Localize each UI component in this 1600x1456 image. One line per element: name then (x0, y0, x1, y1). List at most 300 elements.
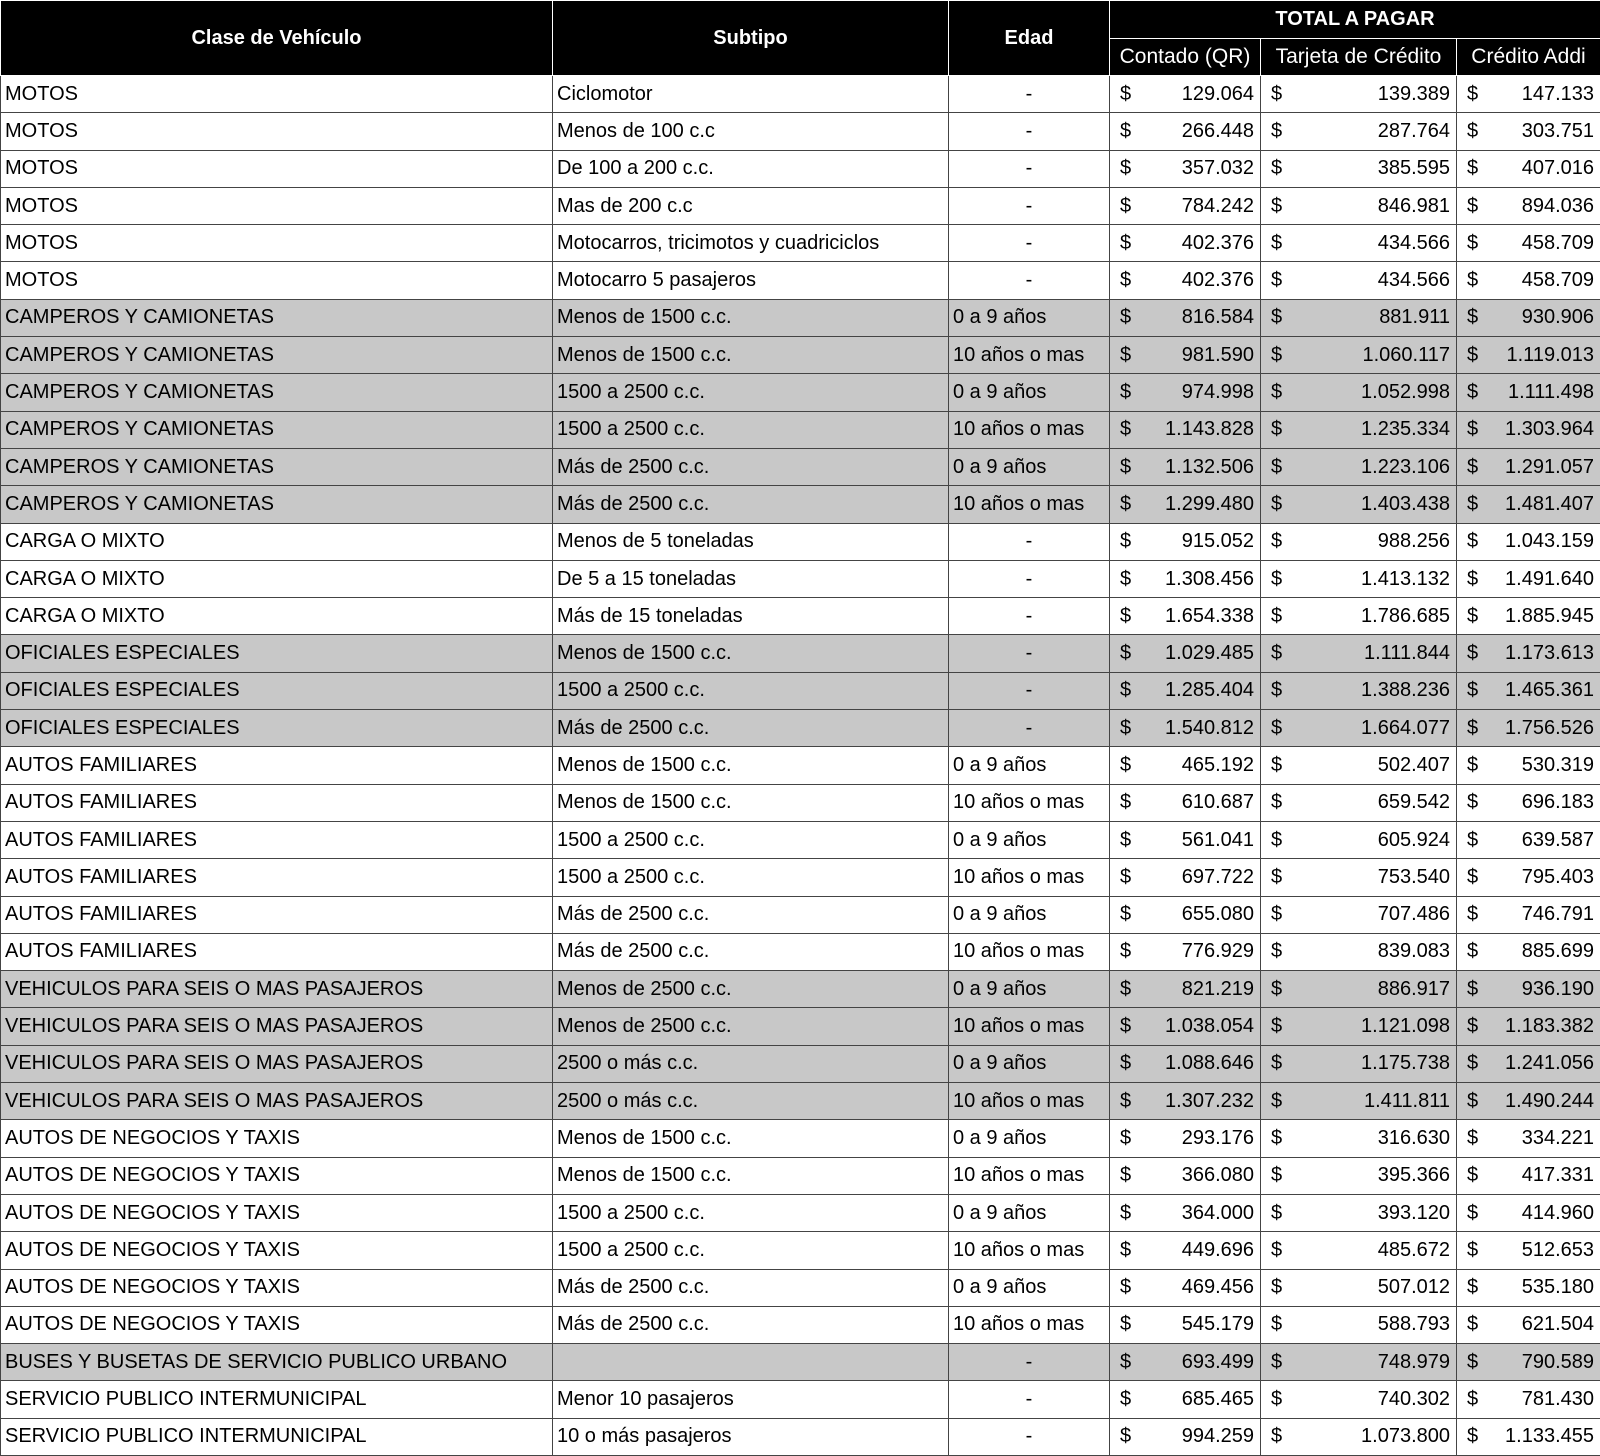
currency-symbol: $ (1271, 1238, 1283, 1261)
currency-symbol: $ (1271, 1388, 1283, 1411)
cell-clase: MOTOS (1, 150, 553, 187)
currency-symbol: $ (1467, 604, 1479, 627)
cell-addi (1457, 1008, 1600, 1045)
cell-edad: 0 a 9 años (949, 896, 1110, 933)
currency-symbol: $ (1271, 604, 1283, 627)
cell-clase: VEHICULOS PARA SEIS O MAS PASAJEROS (1, 1008, 553, 1045)
currency-symbol: $ (1467, 1015, 1479, 1038)
cell-subtipo: Menos de 1500 c.c. (553, 299, 949, 336)
currency-symbol: $ (1271, 418, 1283, 441)
cell-subtipo: 1500 a 2500 c.c. (553, 1194, 949, 1231)
currency-symbol: $ (1467, 1052, 1479, 1075)
cell-contado (1110, 896, 1261, 933)
cell-subtipo: Menos de 100 c.c (553, 113, 949, 150)
cell-clase: MOTOS (1, 113, 553, 150)
amount-value: 129.064 (1181, 82, 1254, 105)
cell-edad: - (949, 710, 1110, 747)
currency-symbol: $ (1467, 157, 1479, 180)
amount-value: 507.012 (1377, 1276, 1450, 1299)
currency-symbol: $ (1120, 306, 1132, 329)
amount-value: 1.413.132 (1361, 567, 1450, 590)
cell-clase: AUTOS FAMILIARES (1, 933, 553, 970)
cell-tarjeta (1261, 747, 1457, 784)
cell-tarjeta (1261, 374, 1457, 411)
currency-symbol: $ (1120, 642, 1132, 665)
table-row (1, 374, 1600, 411)
cell-edad: 0 a 9 años (949, 1269, 1110, 1306)
cell-addi (1457, 1381, 1600, 1418)
cell-subtipo: 1500 a 2500 c.c. (553, 374, 949, 411)
table-header (1, 1, 1600, 76)
table-row (1, 411, 1600, 448)
cell-contado (1110, 710, 1261, 747)
table-row (1, 784, 1600, 821)
cell-tarjeta (1261, 560, 1457, 597)
currency-symbol: $ (1120, 977, 1132, 1000)
cell-edad: 10 años o mas (949, 337, 1110, 374)
cell-subtipo: 10 o más pasajeros (553, 1418, 949, 1455)
cell-subtipo: 2500 o más c.c. (553, 1045, 949, 1082)
cell-tarjeta (1261, 337, 1457, 374)
amount-value: 469.456 (1181, 1276, 1254, 1299)
table-row (1, 76, 1600, 113)
currency-symbol: $ (1120, 1313, 1132, 1336)
currency-symbol: $ (1467, 1164, 1479, 1187)
cell-subtipo: Más de 2500 c.c. (553, 896, 949, 933)
currency-symbol: $ (1467, 753, 1479, 776)
cell-addi (1457, 411, 1600, 448)
currency-symbol: $ (1120, 1425, 1132, 1448)
cell-subtipo: 2500 o más c.c. (553, 1083, 949, 1120)
cell-subtipo: De 5 a 15 toneladas (553, 560, 949, 597)
currency-symbol: $ (1467, 269, 1479, 292)
amount-value: 1.111.498 (1507, 381, 1594, 404)
amount-value: 753.540 (1377, 865, 1450, 888)
cell-tarjeta (1261, 1381, 1457, 1418)
cell-clase: BUSES Y BUSETAS DE SERVICIO PUBLICO URBANO (1, 1344, 553, 1381)
currency-symbol: $ (1120, 791, 1132, 814)
cell-contado (1110, 1045, 1261, 1082)
amount-value: 1.885.945 (1505, 604, 1594, 627)
currency-symbol: $ (1120, 865, 1132, 888)
amount-value: 1.121.098 (1361, 1015, 1450, 1038)
cell-tarjeta (1261, 150, 1457, 187)
cell-edad: 10 años o mas (949, 1232, 1110, 1269)
cell-contado (1110, 1232, 1261, 1269)
currency-symbol: $ (1467, 865, 1479, 888)
cell-contado (1110, 1269, 1261, 1306)
table-row (1, 1269, 1600, 1306)
currency-symbol: $ (1467, 306, 1479, 329)
currency-symbol: $ (1467, 1238, 1479, 1261)
cell-clase: OFICIALES ESPECIALES (1, 635, 553, 672)
currency-symbol: $ (1271, 1350, 1283, 1373)
cell-edad: - (949, 560, 1110, 597)
cell-clase: MOTOS (1, 187, 553, 224)
cell-edad: - (949, 225, 1110, 262)
cell-tarjeta (1261, 1194, 1457, 1231)
cell-clase: CARGA O MIXTO (1, 598, 553, 635)
header-tarjeta: Tarjeta de Crédito (1261, 39, 1457, 76)
cell-clase: OFICIALES ESPECIALES (1, 710, 553, 747)
cell-edad: 10 años o mas (949, 1083, 1110, 1120)
currency-symbol: $ (1271, 82, 1283, 105)
cell-clase: VEHICULOS PARA SEIS O MAS PASAJEROS (1, 1045, 553, 1082)
amount-value: 407.016 (1521, 157, 1594, 180)
cell-contado (1110, 337, 1261, 374)
cell-addi (1457, 486, 1600, 523)
table-row (1, 933, 1600, 970)
amount-value: 1.654.338 (1165, 604, 1254, 627)
cell-clase: AUTOS DE NEGOCIOS Y TAXIS (1, 1232, 553, 1269)
cell-edad: 0 a 9 años (949, 1194, 1110, 1231)
currency-symbol: $ (1120, 1350, 1132, 1373)
header-subtipo: Subtipo (553, 1, 949, 76)
cell-clase: CARGA O MIXTO (1, 523, 553, 560)
amount-value: 784.242 (1181, 194, 1254, 217)
currency-symbol: $ (1120, 1126, 1132, 1149)
currency-symbol: $ (1120, 1089, 1132, 1112)
currency-symbol: $ (1467, 679, 1479, 702)
currency-symbol: $ (1271, 194, 1283, 217)
amount-value: 974.998 (1181, 381, 1254, 404)
cell-clase: OFICIALES ESPECIALES (1, 672, 553, 709)
cell-contado (1110, 672, 1261, 709)
amount-value: 894.036 (1521, 194, 1594, 217)
cell-addi (1457, 225, 1600, 262)
currency-symbol: $ (1467, 492, 1479, 515)
cell-edad: - (949, 1418, 1110, 1455)
table-row (1, 1083, 1600, 1120)
cell-tarjeta (1261, 1306, 1457, 1343)
cell-addi (1457, 672, 1600, 709)
cell-subtipo: Más de 2500 c.c. (553, 1269, 949, 1306)
currency-symbol: $ (1271, 1276, 1283, 1299)
cell-clase: AUTOS FAMILIARES (1, 859, 553, 896)
table-row (1, 710, 1600, 747)
cell-addi (1457, 150, 1600, 187)
amount-value: 402.376 (1181, 231, 1254, 254)
amount-value: 1.119.013 (1506, 343, 1594, 366)
cell-tarjeta (1261, 523, 1457, 560)
cell-edad: 0 a 9 años (949, 821, 1110, 858)
table-body (1, 76, 1600, 1456)
currency-symbol: $ (1271, 903, 1283, 926)
amount-value: 393.120 (1377, 1201, 1450, 1224)
header-edad: Edad (949, 1, 1110, 76)
amount-value: 334.221 (1521, 1126, 1594, 1149)
amount-value: 512.653 (1521, 1238, 1594, 1261)
cell-edad: - (949, 76, 1110, 113)
table-row (1, 971, 1600, 1008)
cell-addi (1457, 1157, 1600, 1194)
currency-symbol: $ (1120, 567, 1132, 590)
currency-symbol: $ (1120, 753, 1132, 776)
cell-contado (1110, 747, 1261, 784)
cell-clase: CAMPEROS Y CAMIONETAS (1, 374, 553, 411)
cell-tarjeta (1261, 1344, 1457, 1381)
amount-value: 1.540.812 (1165, 716, 1254, 739)
amount-value: 994.259 (1181, 1425, 1254, 1448)
amount-value: 434.566 (1377, 231, 1450, 254)
table-row (1, 1381, 1600, 1418)
cell-tarjeta (1261, 187, 1457, 224)
amount-value: 561.041 (1181, 828, 1254, 851)
cell-contado (1110, 598, 1261, 635)
amount-value: 707.486 (1377, 903, 1450, 926)
table-row (1, 1045, 1600, 1082)
amount-value: 1.183.382 (1505, 1015, 1594, 1038)
cell-clase: AUTOS FAMILIARES (1, 784, 553, 821)
currency-symbol: $ (1271, 1164, 1283, 1187)
amount-value: 795.403 (1521, 865, 1594, 888)
currency-symbol: $ (1120, 418, 1132, 441)
amount-value: 693.499 (1181, 1350, 1254, 1373)
cell-clase: AUTOS FAMILIARES (1, 821, 553, 858)
currency-symbol: $ (1120, 828, 1132, 851)
currency-symbol: $ (1120, 679, 1132, 702)
amount-value: 886.917 (1377, 977, 1450, 1000)
amount-value: 885.699 (1521, 940, 1594, 963)
amount-value: 610.687 (1181, 791, 1254, 814)
cell-addi (1457, 1083, 1600, 1120)
cell-contado (1110, 448, 1261, 485)
currency-symbol: $ (1467, 1089, 1479, 1112)
amount-value: 545.179 (1181, 1313, 1254, 1336)
cell-addi (1457, 299, 1600, 336)
currency-symbol: $ (1271, 381, 1283, 404)
cell-clase: SERVICIO PUBLICO INTERMUNICIPAL (1, 1418, 553, 1455)
amount-value: 988.256 (1377, 530, 1450, 553)
cell-subtipo: Menos de 1500 c.c. (553, 337, 949, 374)
cell-addi (1457, 747, 1600, 784)
currency-symbol: $ (1120, 82, 1132, 105)
amount-value: 696.183 (1521, 791, 1594, 814)
table-row (1, 672, 1600, 709)
cell-addi (1457, 933, 1600, 970)
cell-addi (1457, 187, 1600, 224)
currency-symbol: $ (1271, 119, 1283, 142)
cell-edad: - (949, 262, 1110, 299)
cell-tarjeta (1261, 1083, 1457, 1120)
cell-subtipo: 1500 a 2500 c.c. (553, 411, 949, 448)
cell-subtipo: Más de 2500 c.c. (553, 486, 949, 523)
cell-contado (1110, 523, 1261, 560)
cell-edad: 0 a 9 años (949, 971, 1110, 1008)
cell-contado (1110, 1008, 1261, 1045)
cell-contado (1110, 411, 1261, 448)
cell-contado (1110, 486, 1261, 523)
currency-symbol: $ (1271, 1052, 1283, 1075)
cell-tarjeta (1261, 1157, 1457, 1194)
table-row (1, 1008, 1600, 1045)
amount-value: 147.133 (1521, 82, 1594, 105)
cell-contado (1110, 225, 1261, 262)
cell-clase: MOTOS (1, 76, 553, 113)
amount-value: 697.722 (1181, 865, 1254, 888)
cell-addi (1457, 448, 1600, 485)
currency-symbol: $ (1467, 903, 1479, 926)
currency-symbol: $ (1271, 977, 1283, 1000)
cell-edad: 10 años o mas (949, 1157, 1110, 1194)
cell-addi (1457, 113, 1600, 150)
cell-addi (1457, 523, 1600, 560)
cell-edad: 0 a 9 años (949, 448, 1110, 485)
amount-value: 1.303.964 (1505, 418, 1594, 441)
amount-value: 139.389 (1377, 82, 1450, 105)
cell-addi (1457, 374, 1600, 411)
amount-value: 685.465 (1181, 1388, 1254, 1411)
cell-edad: 10 años o mas (949, 859, 1110, 896)
amount-value: 748.979 (1377, 1350, 1450, 1373)
cell-contado (1110, 1306, 1261, 1343)
cell-addi (1457, 710, 1600, 747)
cell-tarjeta (1261, 896, 1457, 933)
currency-symbol: $ (1120, 903, 1132, 926)
amount-value: 790.589 (1521, 1350, 1594, 1373)
currency-symbol: $ (1467, 1276, 1479, 1299)
table-row (1, 448, 1600, 485)
amount-value: 1.403.438 (1361, 492, 1450, 515)
amount-value: 530.319 (1521, 753, 1594, 776)
cell-subtipo (553, 1344, 949, 1381)
currency-symbol: $ (1467, 1350, 1479, 1373)
cell-contado (1110, 859, 1261, 896)
currency-symbol: $ (1271, 231, 1283, 254)
cell-edad: - (949, 113, 1110, 150)
currency-symbol: $ (1271, 1425, 1283, 1448)
cell-tarjeta (1261, 486, 1457, 523)
currency-symbol: $ (1271, 1201, 1283, 1224)
cell-edad: - (949, 1344, 1110, 1381)
amount-value: 588.793 (1377, 1313, 1450, 1336)
table-row (1, 1344, 1600, 1381)
amount-value: 1.786.685 (1361, 604, 1450, 627)
currency-symbol: $ (1467, 977, 1479, 1000)
amount-value: 740.302 (1377, 1388, 1450, 1411)
amount-value: 655.080 (1181, 903, 1254, 926)
cell-contado (1110, 150, 1261, 187)
currency-symbol: $ (1120, 157, 1132, 180)
currency-symbol: $ (1120, 455, 1132, 478)
cell-clase: VEHICULOS PARA SEIS O MAS PASAJEROS (1, 971, 553, 1008)
amount-value: 316.630 (1377, 1126, 1450, 1149)
table-row (1, 187, 1600, 224)
amount-value: 303.751 (1521, 119, 1594, 142)
currency-symbol: $ (1271, 157, 1283, 180)
amount-value: 1.291.057 (1505, 455, 1594, 478)
currency-symbol: $ (1120, 1052, 1132, 1075)
cell-addi (1457, 1344, 1600, 1381)
currency-symbol: $ (1467, 82, 1479, 105)
cell-clase: CAMPEROS Y CAMIONETAS (1, 448, 553, 485)
currency-symbol: $ (1120, 604, 1132, 627)
amount-value: 357.032 (1181, 157, 1254, 180)
cell-edad: 10 años o mas (949, 933, 1110, 970)
cell-clase: AUTOS DE NEGOCIOS Y TAXIS (1, 1194, 553, 1231)
cell-tarjeta (1261, 1269, 1457, 1306)
cell-subtipo: 1500 a 2500 c.c. (553, 821, 949, 858)
cell-subtipo: Menos de 1500 c.c. (553, 747, 949, 784)
cell-tarjeta (1261, 1232, 1457, 1269)
cell-tarjeta (1261, 784, 1457, 821)
cell-addi (1457, 560, 1600, 597)
cell-edad: - (949, 1381, 1110, 1418)
currency-symbol: $ (1467, 567, 1479, 590)
amount-value: 846.981 (1377, 194, 1450, 217)
amount-value: 1.299.480 (1165, 492, 1254, 515)
table-row (1, 747, 1600, 784)
cell-clase: AUTOS FAMILIARES (1, 747, 553, 784)
cell-tarjeta (1261, 299, 1457, 336)
currency-symbol: $ (1271, 716, 1283, 739)
currency-symbol: $ (1467, 119, 1479, 142)
amount-value: 1.491.640 (1505, 567, 1594, 590)
cell-clase: VEHICULOS PARA SEIS O MAS PASAJEROS (1, 1083, 553, 1120)
amount-value: 1.756.526 (1505, 716, 1594, 739)
currency-symbol: $ (1467, 716, 1479, 739)
currency-symbol: $ (1120, 940, 1132, 963)
currency-symbol: $ (1271, 567, 1283, 590)
cell-addi (1457, 1120, 1600, 1157)
amount-value: 816.584 (1181, 306, 1254, 329)
currency-symbol: $ (1120, 1201, 1132, 1224)
amount-value: 417.331 (1521, 1164, 1594, 1187)
table-row (1, 1157, 1600, 1194)
cell-tarjeta (1261, 76, 1457, 113)
currency-symbol: $ (1467, 642, 1479, 665)
amount-value: 1.308.456 (1165, 567, 1254, 590)
cell-contado (1110, 1418, 1261, 1455)
amount-value: 1.388.236 (1361, 679, 1450, 702)
cell-contado (1110, 1120, 1261, 1157)
cell-contado (1110, 76, 1261, 113)
cell-tarjeta (1261, 1008, 1457, 1045)
currency-symbol: $ (1467, 455, 1479, 478)
cell-subtipo: Menos de 1500 c.c. (553, 784, 949, 821)
currency-symbol: $ (1120, 381, 1132, 404)
amount-value: 1.088.646 (1165, 1052, 1254, 1075)
cell-contado (1110, 933, 1261, 970)
currency-symbol: $ (1271, 791, 1283, 814)
currency-symbol: $ (1120, 119, 1132, 142)
cell-contado (1110, 1083, 1261, 1120)
amount-value: 414.960 (1521, 1201, 1594, 1224)
cell-clase: AUTOS DE NEGOCIOS Y TAXIS (1, 1157, 553, 1194)
cell-edad: 10 años o mas (949, 486, 1110, 523)
currency-symbol: $ (1467, 940, 1479, 963)
amount-value: 434.566 (1377, 269, 1450, 292)
cell-addi (1457, 821, 1600, 858)
cell-clase: AUTOS DE NEGOCIOS Y TAXIS (1, 1120, 553, 1157)
cell-clase: MOTOS (1, 225, 553, 262)
cell-subtipo: Ciclomotor (553, 76, 949, 113)
cell-addi (1457, 635, 1600, 672)
cell-edad: 0 a 9 años (949, 1045, 1110, 1082)
amount-value: 639.587 (1521, 828, 1594, 851)
amount-value: 1.038.054 (1165, 1015, 1254, 1038)
amount-value: 1.285.404 (1165, 679, 1254, 702)
currency-symbol: $ (1467, 343, 1479, 366)
cell-addi (1457, 859, 1600, 896)
cell-edad: 10 años o mas (949, 784, 1110, 821)
currency-symbol: $ (1120, 1276, 1132, 1299)
cell-contado (1110, 821, 1261, 858)
header-clase: Clase de Vehículo (1, 1, 553, 76)
amount-value: 1.060.117 (1362, 343, 1450, 366)
cell-tarjeta (1261, 933, 1457, 970)
header-total-a-pagar: TOTAL A PAGAR (1110, 1, 1600, 39)
